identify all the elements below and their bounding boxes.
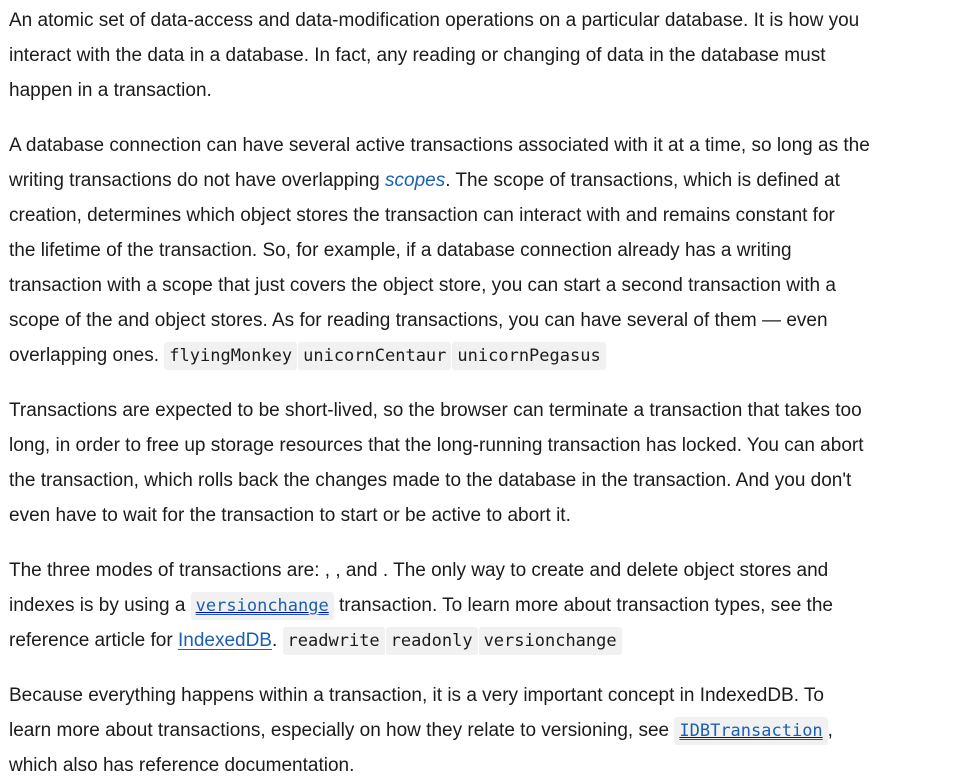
text-line: long, in order to free up storage resources that the long-running transaction has locked. You can abort	[9, 435, 864, 456]
paragraph-transaction-definition	[9, 3, 859, 108]
text-line: the transaction, which rolls back the changes made to the database in the transaction. And you don't	[9, 470, 852, 491]
indexeddb-link[interactable]: IndexedDB	[177, 630, 272, 651]
versionchange-link[interactable]	[191, 595, 334, 616]
text-segment: writing transactions do not have overlapping	[9, 170, 386, 191]
text-segment: .	[271, 630, 278, 651]
code-versionchange: versionchange	[479, 627, 622, 655]
text-line	[9, 588, 833, 623]
text-segment: overlapping ones.	[9, 345, 159, 366]
text-line: scope of the and object stores. As for reading transactions, you can have several of them — even	[9, 310, 828, 331]
text-line: The three modes of transactions are: , , and . The only way to create and delete object stores and	[9, 560, 829, 581]
paragraph-transaction-concept	[9, 678, 833, 783]
text-line: interact with the data in a database. In fact, any reading or changing of data in the database must	[9, 45, 826, 66]
code-flyingmonkey: flyingMonkey	[164, 342, 297, 370]
text-line: transaction with a scope that just covers the object store, you can start a second transaction with a	[9, 275, 836, 296]
code-readonly: readonly	[386, 627, 478, 655]
code-unicornpegasus: unicornPegasus	[452, 342, 605, 370]
versionchange-code[interactable]: versionchange	[191, 592, 334, 620]
text-line: An atomic set of data-access and data-modification operations on a particular database. It is how you	[9, 10, 860, 31]
code-readwrite: readwrite	[283, 627, 385, 655]
text-line	[9, 713, 833, 748]
text-line	[9, 623, 833, 658]
text-line: A database connection can have several active transactions associated with it at a time, so long as the	[9, 135, 870, 156]
text-segment: indexes is by using a	[9, 595, 191, 616]
text-segment: . The scope of transactions, which is defined at	[445, 170, 840, 191]
text-line: creation, determines which object stores the transaction can interact with and remains constant for	[9, 205, 835, 226]
code-unicorncentaur: unicornCentaur	[298, 342, 451, 370]
text-segment: ,	[827, 720, 833, 741]
text-line: which also has reference documentation.	[9, 755, 355, 776]
text-segment: learn more about transactions, especially on how they relate to versioning, see	[9, 720, 675, 741]
text-line	[9, 163, 870, 198]
idbtransaction-link[interactable]	[674, 720, 827, 741]
text-segment: reference article for	[9, 630, 178, 651]
paragraph-transaction-lifetime	[9, 393, 864, 533]
scopes-link[interactable]: scopes	[385, 170, 446, 191]
text-line	[9, 338, 870, 373]
paragraph-transaction-scopes	[9, 128, 870, 373]
text-line: Because everything happens within a transaction, it is a very important concept in IndexedDB. To	[9, 685, 824, 706]
text-line: happen in a transaction.	[9, 80, 212, 101]
idbtransaction-code[interactable]: IDBTransaction	[674, 717, 827, 745]
text-line: even have to wait for the transaction to start or be active to abort it.	[9, 505, 571, 526]
text-segment: transaction. To learn more about transaction types, see the	[333, 595, 833, 616]
text-line: the lifetime of the transaction. So, for example, if a database connection already has a writing	[9, 240, 792, 261]
text-line: Transactions are expected to be short-lived, so the browser can terminate a transaction that takes too	[9, 400, 862, 421]
paragraph-transaction-modes	[9, 553, 833, 658]
